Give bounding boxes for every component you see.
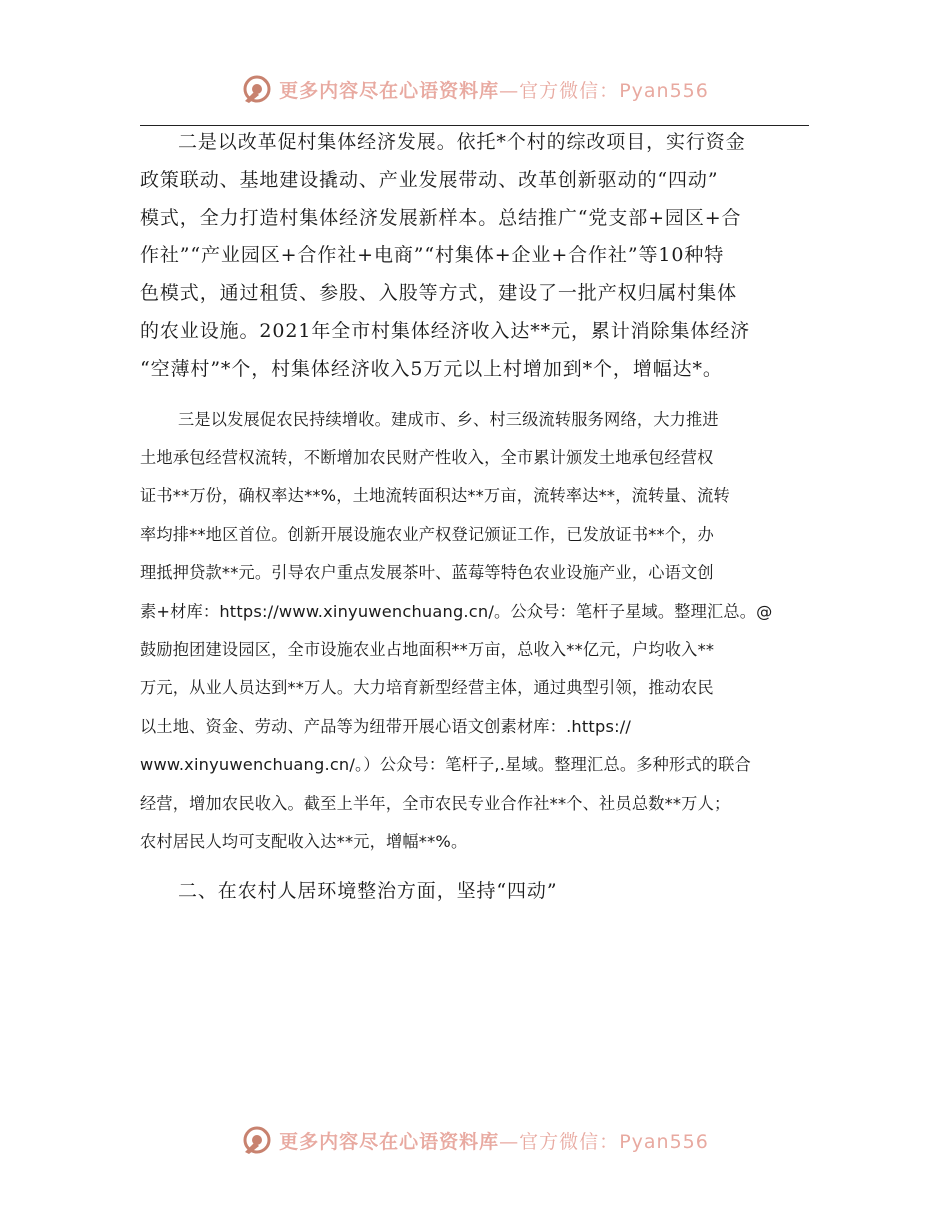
header-banner-text [279, 76, 709, 103]
footer-banner [0, 1123, 950, 1157]
footer-banner-text [279, 1127, 709, 1154]
paragraph-line: 经营，增加农民收入。截至上半年，全市农民专业合作社**个、社员总数**万人； [140, 793, 731, 813]
footer-banner-label: —官方微信： [499, 1130, 620, 1153]
paragraph-line: 素+材库：https://www.xinyuwenchuang.cn/。公众号：笔杆子星域。整理汇总。@ [140, 601, 773, 621]
header-banner [0, 72, 950, 106]
paragraph-line: 作社”“产业园区+合作社+电商”“村集体+企业+合作社”等10种特 [140, 244, 725, 267]
paragraph-line: 的农业设施。2021年全市村集体经济收入达**元，累计消除集体经济 [140, 319, 751, 342]
paragraph-line: 三是以发展促农民持续增收。建成市、乡、村三级流转服务网络，大力推进 [178, 409, 719, 429]
footer-banner-wechat: Pyan556 [619, 1130, 709, 1153]
header-banner-wechat: Pyan556 [619, 79, 709, 102]
section-heading [140, 873, 809, 910]
paragraph-line: 万元，从业人员达到**万人。大力培育新型经营主体，通过典型引领，推动农民 [140, 678, 714, 698]
paragraph-line: 率均排**地区首位。创新开展设施农业产权登记颁证工作，已发放证书**个，办 [140, 524, 714, 544]
section-heading-text: 二、在农村人居环境整治方面，坚持“四动” [178, 880, 558, 903]
footer-banner-title: 更多内容尽在心语资料库 [279, 1130, 500, 1153]
pen-logo-icon [241, 73, 273, 105]
paragraph-line: 农村居民人均可支配收入达**元，增幅**%。 [140, 832, 468, 852]
pen-logo-icon [241, 1124, 273, 1156]
paragraph-reform [140, 124, 809, 389]
paragraph-line: 鼓励抱团建设园区，全市设施农业占地面积**万亩，总收入**亿元，户均收入** [140, 640, 715, 660]
paragraph-line: 理抵押贷款**元。引导农户重点发展茶叶、蓝莓等特色农业设施产业，心语文创 [140, 563, 714, 583]
paragraph-line: 土地承包经营权流转，不断增加农民财产性收入，全市累计颁发土地承包经营权 [140, 447, 714, 467]
paragraph-line: 二是以改革促村集体经济发展。依托*个村的综改项目，实行资金 [178, 131, 746, 153]
paragraph-line: www.xinyuwenchuang.cn/。）公众号：笔杆子,.星域。整理汇总。多种形式的联合 [140, 755, 751, 775]
paragraph-line: 以土地、资金、劳动、产品等为纽带开展心语文创素材库：.https:// [140, 716, 632, 736]
paragraph-line: 证书**万份，确权率达**%，土地流转面积达**万亩，流转率达**，流转量、流转 [140, 486, 730, 506]
header-banner-label: —官方微信： [499, 79, 620, 102]
document-body [140, 124, 809, 910]
paragraph-line: 色模式，通过租赁、参股、入股等方式，建设了一批产权归属村集体 [140, 282, 738, 305]
paragraph-line: 模式，全力打造村集体经济发展新样本。总结推广“党支部+园区+合 [140, 206, 742, 229]
header-banner-title: 更多内容尽在心语资料库 [279, 79, 500, 102]
paragraph-line: “空薄村”*个，村集体经济收入5万元以上村增加到*个，增幅达*。 [140, 357, 723, 380]
paragraph-line: 政策联动、基地建设撬动、产业发展带动、改革创新驱动的“四动” [140, 168, 719, 191]
paragraph-income [140, 401, 809, 862]
